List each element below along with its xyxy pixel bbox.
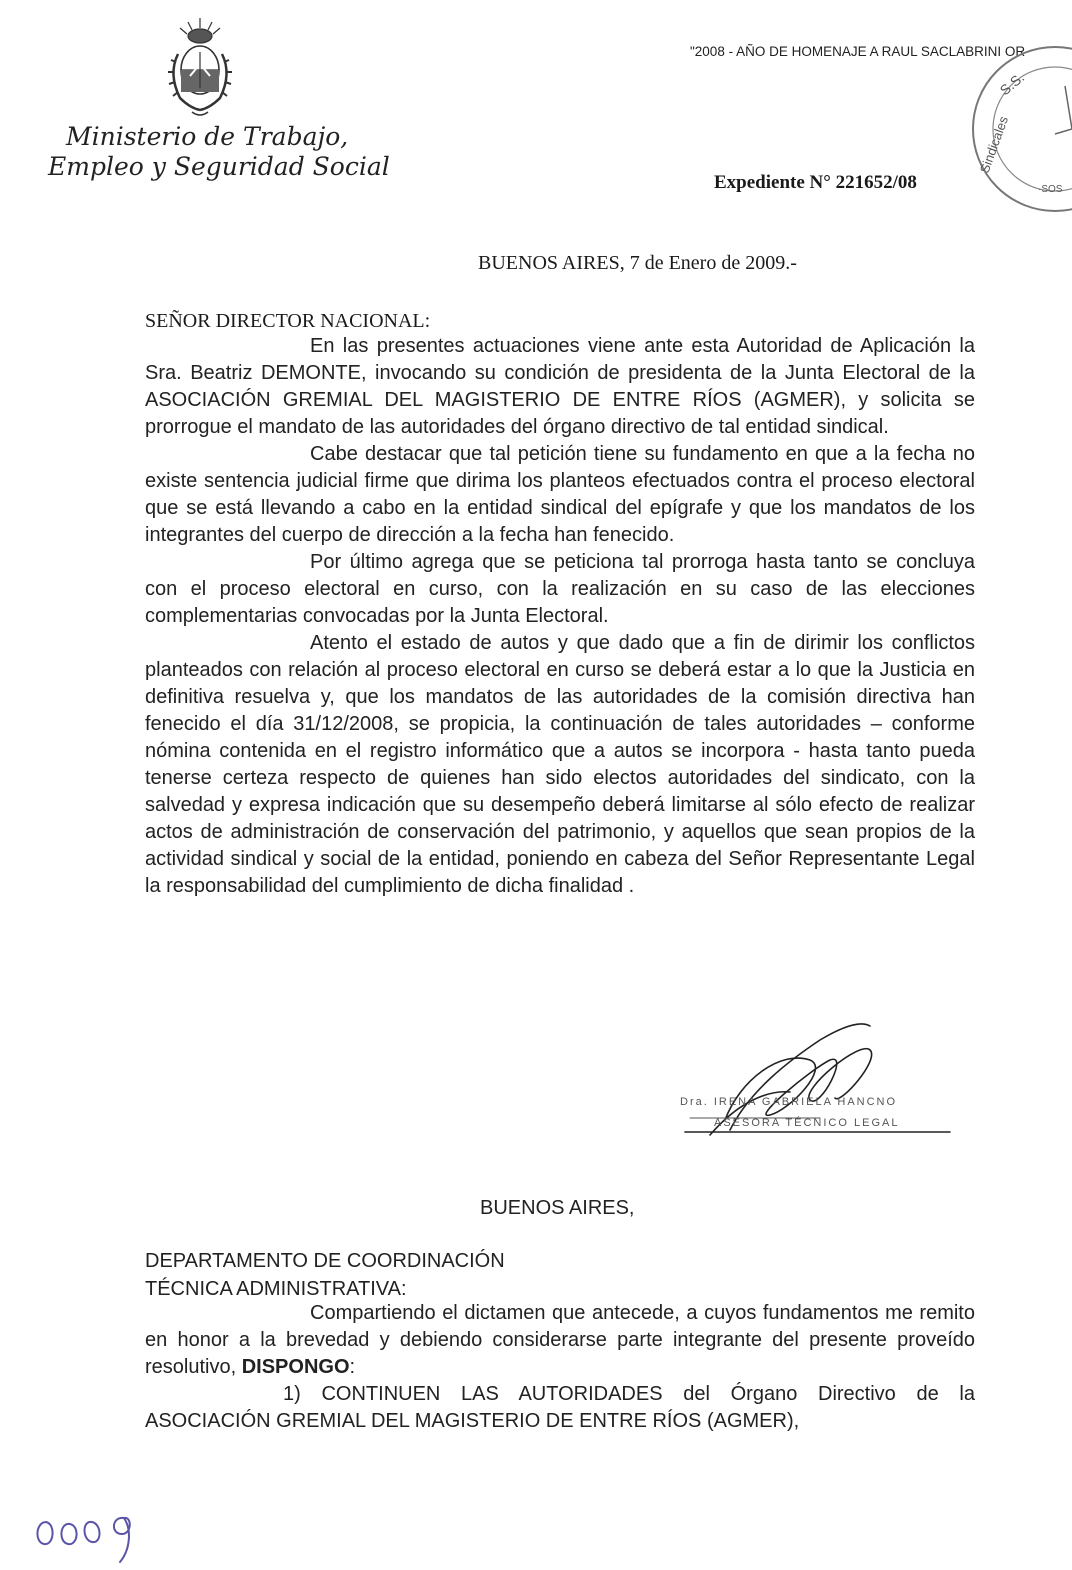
signature-title-stamp: ASESORA TÉCNICO LEGAL (714, 1117, 900, 1129)
resolution-item-1: 1) CONTINUEN LAS AUTORIDADES del Órgano Directivo de la ASOCIACIÓN GREMIAL DEL MAGISTERIO DE ENTRE RÍOS (AGMER), (145, 1383, 975, 1432)
round-stamp-icon (960, 24, 1072, 214)
homage-header: "2008 - AÑO DE HOMENAJE A RAUL SACLABRINI OR (690, 44, 1026, 59)
stamp-text-2: S.S. (996, 69, 1028, 99)
department-line-1: DEPARTAMENTO DE COORDINACIÓN (145, 1250, 505, 1272)
handwritten-signature-icon (670, 1020, 970, 1170)
stamp-text-3: ·SOS (1038, 184, 1063, 195)
salutation: SEÑOR DIRECTOR NACIONAL: (145, 310, 431, 332)
paragraph-foundation: Cabe destacar que tal petición tiene su fundamento en que a la fecha no existe sentencia judicial firme que dirima los planteos efectuados contra el proceso electoral que se está llevando a cabo en la entidad sindical del epígrafe y que los mandatos de los integrantes del cuerpo de dirección a la fecha han fenecido. (145, 443, 975, 546)
dictamen-body (145, 333, 975, 900)
resolution-colon: : (349, 1356, 356, 1378)
department-line-2: TÉCNICA ADMINISTRATIVA: (145, 1278, 407, 1300)
handwritten-folio-number-icon (28, 1500, 158, 1570)
paragraph-extension: Por último agrega que se peticiona tal prorroga hasta tanto se concluya con el proceso electoral en curso, con la realización en su caso de las elecciones complementarias convocadas por la Junta Electoral. (145, 551, 975, 627)
ministry-name-line-2: Empleo y Seguridad Social (48, 152, 390, 181)
national-coat-of-arms-icon (160, 14, 240, 122)
letter-date: BUENOS AIRES, 7 de Enero de 2009.- (478, 252, 797, 274)
dispongo-keyword: DISPONGO (241, 1356, 350, 1378)
file-number: Expediente N° 221652/08 (714, 172, 917, 193)
signature-name-stamp: Dra. IRENA GABRIELA HANCNO (680, 1096, 898, 1108)
paragraph-resolution (145, 1300, 975, 1381)
paragraph-opinion: Atento el estado de autos y que dado que a fin de dirimir los conflictos planteados con relación al proceso electoral en curso se deberá estar a lo que la Justicia en definitiva resuelva y, que los mandatos de las autoridades de la comisión directiva han fenecido el día 31/12/2008, se propicia, la continuación de tales autoridades – conforme nómina contenida en el registro informático que a autos se incorpora - hasta tanto pueda tenerse certeza respecto de quienes han sido electos autoridades del sindicato, con la salvedad y expresa indicación que su desempeño deberá limitarse al sólo efecto de realizar actos de administración de conservación del patrimonio, y aquellos que sean propios de la actividad sindical y social de la entidad, poniendo en cabeza del Señor Representante Legal la responsabilidad del cumplimiento de dicha finalidad . (145, 632, 975, 897)
ministry-name-line-1: Ministerio de Trabajo, (66, 122, 349, 151)
resolution-body (145, 1300, 975, 1435)
stamp-text: Sindicales (976, 114, 1012, 176)
resolution-text: Compartiendo el dictamen que antecede, a cuyos fundamentos me remito en honor a la brevedad y debiendo considerarse parte integrante del presente proveído resolutivo, (145, 1302, 975, 1378)
paragraph-petition: En las presentes actuaciones viene ante esta Autoridad de Aplicación la Sra. Beatriz DEMONTE, invocando su condición de presidenta de la Junta Electoral de la ASOCIACIÓN GREMIAL DEL MAGISTERIO DE ENTRE RÍOS (AGMER), y solicita se prorrogue el mandato de las autoridades del órgano directivo de tal entidad sindical. (145, 335, 975, 438)
resolution-date: BUENOS AIRES, (480, 1197, 635, 1219)
